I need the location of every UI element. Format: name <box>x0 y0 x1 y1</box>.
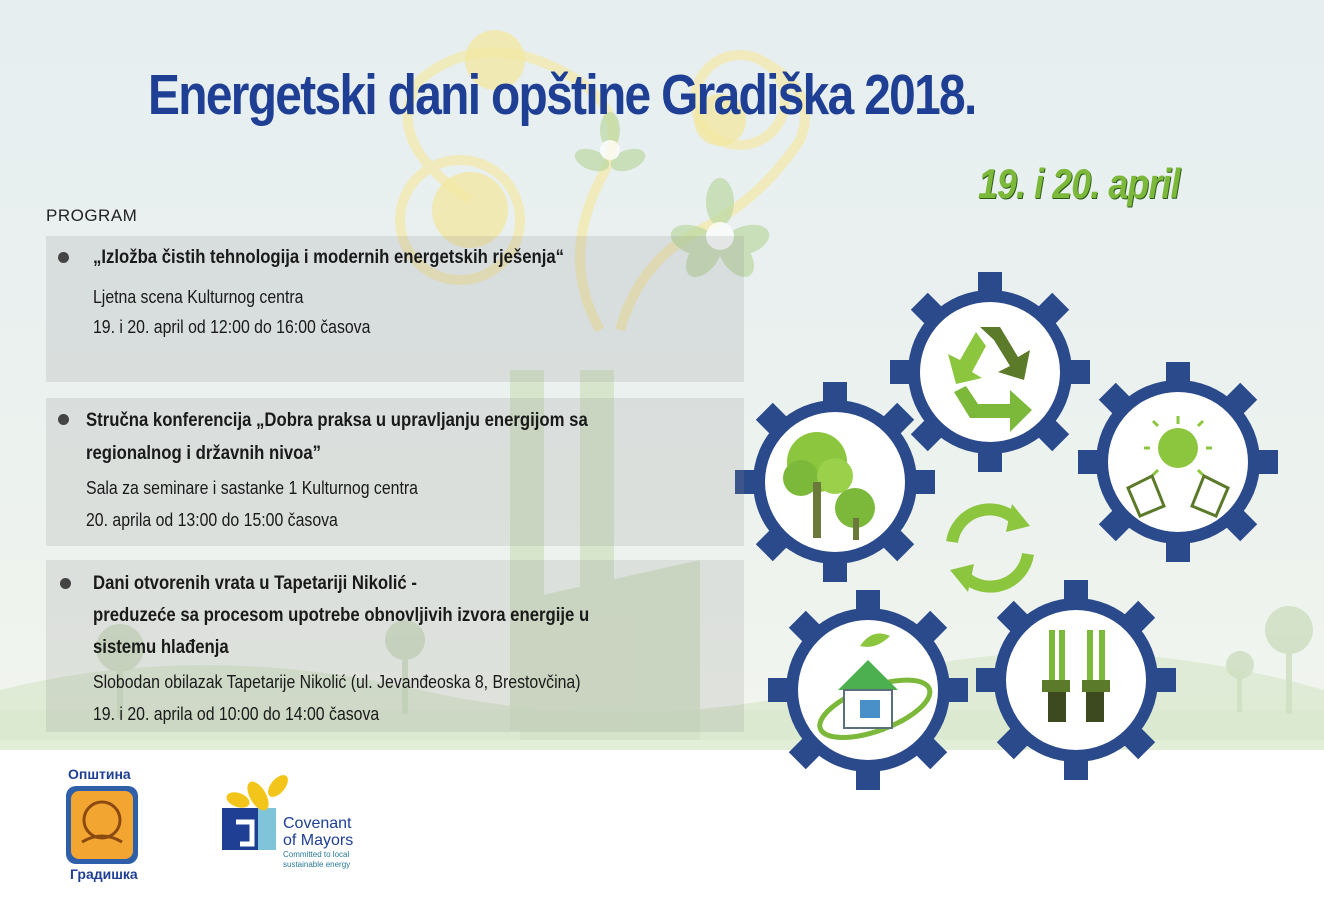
covenant-line-2: of Mayors <box>283 832 354 849</box>
bullet-icon <box>60 578 71 589</box>
event-date: 19. i 20. april <box>978 160 1180 207</box>
opstina-logo-bottom-text: Градишка <box>70 866 138 882</box>
event-1-title: „Izložba čistih tehnologija i modernih energetskih rješenja“ <box>93 247 565 268</box>
event-2-title-line-2: regionalnog i državnih nivoa” <box>86 443 322 464</box>
opstina-logo-shield <box>66 786 138 864</box>
covenant-logo-text <box>283 815 353 849</box>
event-2-title-line-1: Stručna konferencija „Dobra praksa u upravljanju energijom sa <box>86 410 588 431</box>
opstina-logo-top-text: Општина <box>68 766 131 782</box>
page-title: Energetski dani opštine Gradiška 2018. <box>148 63 976 127</box>
event-3-title-line-3: sistemu hlađenja <box>93 637 229 658</box>
program-label: PROGRAM <box>46 206 138 225</box>
event-2-time: 20. aprila od 13:00 do 15:00 časova <box>86 510 338 530</box>
event-3-location: Slobodan obilazak Tapetarije Nikolić (ul. Jevanđeoska 8, Brestovčina) <box>93 672 581 692</box>
event-1-location: Ljetna scena Kulturnog centra <box>93 287 304 307</box>
covenant-sub-1: Committed to local <box>283 850 350 859</box>
covenant-line-1: Covenant <box>283 815 352 832</box>
gear-tree <box>735 382 935 582</box>
covenant-subtext <box>283 850 350 870</box>
bullet-icon <box>58 252 69 263</box>
event-3-title-line-2: preduzeće sa procesom upotrebe obnovljivih izvora energije u <box>93 605 590 626</box>
event-2-location: Sala za seminare i sastanke 1 Kulturnog centra <box>86 478 418 498</box>
covenant-sub-2: sustainable energy <box>283 860 351 869</box>
event-3-time: 19. i 20. aprila od 10:00 do 14:00 časova <box>93 704 380 724</box>
event-3-title-line-1: Dani otvorenih vrata u Tapetariji Nikolić - <box>93 573 417 594</box>
bullet-icon <box>58 414 69 425</box>
gear-recycle <box>890 272 1090 472</box>
gear-sun <box>1078 362 1278 562</box>
gear-house <box>768 590 968 790</box>
gear-bulbs <box>976 580 1176 780</box>
event-1-time: 19. i 20. april od 12:00 do 16:00 časova <box>93 317 371 337</box>
